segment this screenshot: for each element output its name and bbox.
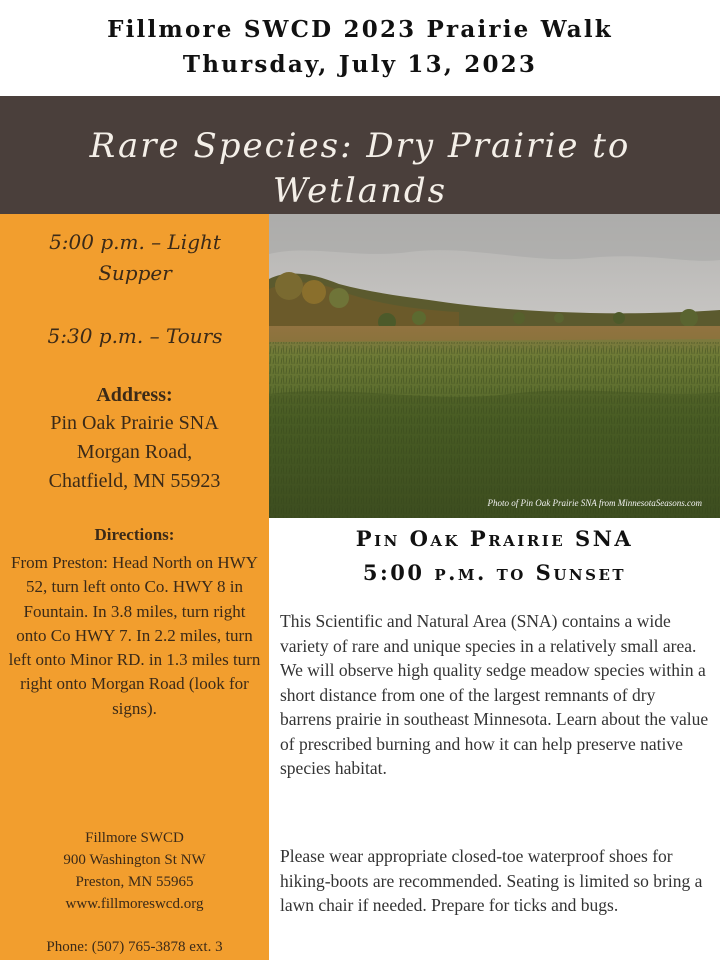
contact-phone: Phone: (507) 765-3878 ext. 3 [46, 939, 223, 955]
description-paragraph: This Scientific and Natural Area (SNA) contains a wide variety of rare and unique species in a relatively small area. We will observe high quality sedge meadow species within a short distance from one of the largest remnants of dry barrens prairie in southeast Minnesota. Learn about the value of prescribed burning and how it can help preserve native species habitat. [280, 611, 709, 778]
address-heading: Address: [96, 384, 173, 406]
address-line-2: Morgan Road, [76, 441, 193, 463]
schedule-tours: 5:30 p.m. – Tours [47, 324, 223, 348]
event-date: Thursday, July 13, 2023 [182, 51, 538, 78]
prairie-landscape-image [269, 214, 720, 518]
event-details [269, 518, 720, 960]
banner-title: Rare Species: Dry Prairie to Wetlands [89, 126, 631, 211]
title-banner [0, 96, 720, 214]
schedule-supper: 5:00 p.m. – Light Supper [49, 230, 221, 285]
event-header [0, 0, 720, 96]
contact-web[interactable]: www.fillmoreswcd.org [65, 896, 204, 912]
address-line-1: Pin Oak Prairie SNA [50, 412, 219, 434]
info-sidebar [0, 214, 269, 960]
contact-street: 900 Washington St NW [63, 852, 206, 868]
address-line-3: Chatfield, MN 55923 [48, 470, 221, 492]
event-title: Fillmore SWCD 2023 Prairie Walk [107, 16, 613, 43]
directions-heading: Directions: [94, 525, 175, 544]
directions-text: From Preston: Head North on HWY 52, turn left onto Co. HWY 8 in Fountain. In 3.8 miles, turn right onto Co HWY 7. In 2.2 miles, turn left onto Minor RD. in 1.3 miles turn right onto Morgan Road (look for signs). [8, 553, 261, 718]
contact-org: Fillmore SWCD [85, 830, 184, 846]
location-name: Pin Oak Prairie SNA [355, 526, 634, 551]
photo-credit: Photo of Pin Oak Prairie SNA from MinnesotaSeasons.com [487, 498, 702, 508]
event-hours: 5:00 p.m. to Sunset [362, 560, 627, 585]
contact-block [0, 827, 269, 915]
prairie-photo [269, 214, 720, 518]
preparation-paragraph: Please wear appropriate closed-toe waterproof shoes for hiking-boots are recommended. Seating is limited so bring a lawn chair if needed. Prepare for ticks and bugs. [280, 846, 703, 915]
contact-city: Preston, MN 55965 [75, 874, 194, 890]
